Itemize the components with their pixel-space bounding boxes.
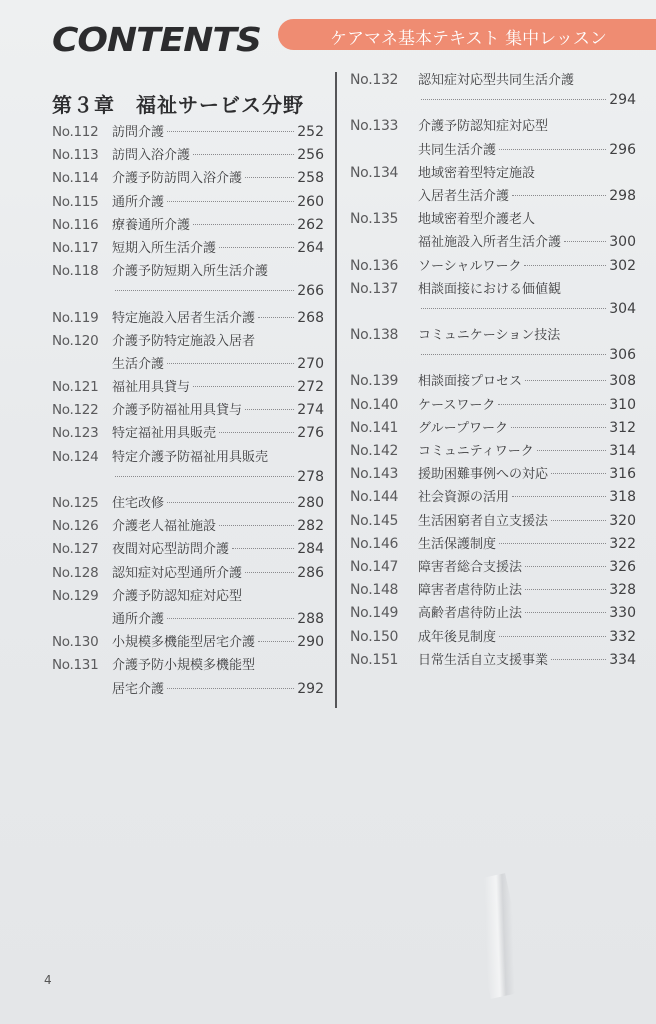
toc-entry — [350, 579, 636, 602]
toc-entry-line — [52, 191, 324, 214]
leader-dots — [115, 476, 294, 477]
entry-page: 314 — [609, 443, 636, 459]
toc-column-left — [52, 121, 324, 701]
entry-page: 270 — [297, 355, 324, 372]
toc-entry — [350, 162, 636, 208]
leader-dots — [167, 502, 294, 503]
entry-number: No.121 — [52, 379, 99, 396]
toc-entry — [52, 422, 324, 445]
entry-title: 介護予防認知症対応型 — [112, 588, 243, 604]
leader-dots — [511, 427, 606, 428]
entry-number: No.149 — [350, 605, 399, 622]
entry-title: 相談面接プロセス — [418, 374, 523, 390]
entry-title: 訪問介護 — [112, 125, 165, 140]
leader-dots — [167, 201, 294, 202]
entry-title: 療養通所介護 — [112, 217, 191, 233]
entry-title: 介護予防特定施設入居者 — [112, 333, 256, 349]
entry-title: 入居者生活介護 — [418, 188, 510, 204]
leader-dots — [219, 247, 294, 248]
toc-entry-line — [52, 678, 324, 701]
toc-entry — [52, 562, 324, 585]
entry-number: No.128 — [52, 564, 99, 581]
toc-entry — [52, 121, 324, 144]
leader-dots — [498, 404, 606, 405]
toc-entry-line — [350, 92, 636, 115]
entry-page: 332 — [609, 628, 636, 645]
series-banner-text: ケアマネ基本テキスト 集中レッスン — [330, 29, 607, 49]
entry-title: 高齢者虐待防止法 — [418, 606, 523, 622]
toc-entry-line — [350, 185, 636, 208]
entry-number: No.114 — [52, 170, 99, 187]
toc-entry-line — [52, 608, 324, 631]
toc-entry-line — [350, 231, 636, 254]
entry-number: No.146 — [350, 535, 399, 552]
toc-entry — [52, 330, 324, 376]
entry-title: 成年後見制度 — [418, 629, 497, 645]
entry-title: 障害者総合支援法 — [418, 559, 523, 575]
leader-dots — [512, 195, 606, 196]
leader-dots — [525, 589, 606, 590]
entry-title: 特定介護予防福祉用具販売 — [112, 449, 269, 465]
entry-title: 介護予防短期入所生活介護 — [112, 264, 269, 280]
toc-entry-line — [52, 585, 324, 608]
leader-dots — [245, 572, 294, 573]
toc-entry — [350, 602, 636, 625]
toc-entry — [52, 538, 324, 561]
toc-entry — [350, 556, 636, 579]
entry-title: 住宅改修 — [112, 496, 165, 511]
entry-number: No.145 — [350, 512, 399, 529]
toc-entry-line — [350, 440, 636, 463]
toc-entry-line — [52, 654, 324, 677]
entry-page: 284 — [297, 541, 324, 558]
entry-number: No.119 — [52, 309, 99, 326]
toc-entry — [52, 237, 324, 260]
leader-dots — [499, 543, 606, 544]
entry-number: No.143 — [350, 466, 399, 483]
toc-entry — [350, 69, 636, 115]
entry-page: 316 — [609, 466, 636, 483]
entry-title: 訪問入浴介護 — [112, 148, 191, 164]
toc-entry — [52, 307, 324, 330]
leader-dots — [551, 473, 606, 474]
toc-entry-line — [52, 515, 324, 538]
toc-entry — [350, 649, 636, 672]
entry-number: No.118 — [52, 263, 99, 280]
toc-entry — [350, 440, 636, 463]
toc-entry — [350, 510, 636, 533]
toc-entry — [350, 626, 636, 649]
entry-page: 292 — [297, 680, 324, 697]
toc-entry — [350, 208, 636, 254]
entry-number: No.141 — [350, 419, 399, 436]
entry-title: 地域密着型特定施設 — [418, 165, 536, 181]
entry-title: 生活困窮者自立支援法 — [418, 513, 549, 529]
leader-dots — [193, 224, 294, 225]
toc-entry — [52, 654, 324, 700]
entry-page: 320 — [609, 512, 636, 529]
entry-page: 274 — [297, 402, 324, 419]
leader-dots — [421, 308, 606, 309]
toc-entry — [350, 533, 636, 556]
entry-title: ケースワーク — [418, 397, 496, 413]
entry-number: No.113 — [52, 147, 99, 164]
entry-page: 278 — [297, 468, 324, 485]
toc-entry-line — [52, 330, 324, 353]
leader-dots — [524, 265, 606, 266]
entry-title: 通所介護 — [112, 194, 165, 210]
toc-entry — [350, 370, 636, 393]
entry-page: 294 — [609, 92, 636, 109]
toc-entry-line — [350, 394, 636, 417]
column-divider — [335, 72, 337, 708]
toc-entry-line — [350, 649, 636, 672]
entry-page: 326 — [609, 558, 636, 575]
entry-title: 介護予防小規模多機能型 — [112, 658, 256, 674]
leader-dots — [499, 149, 606, 150]
entry-number: No.150 — [350, 628, 399, 645]
toc-entry-line — [350, 139, 636, 162]
entry-page: 322 — [609, 535, 636, 552]
entry-page: 256 — [297, 147, 324, 164]
entry-number: No.125 — [52, 495, 99, 511]
entry-page: 262 — [297, 216, 324, 233]
leader-dots — [421, 99, 606, 100]
leader-dots — [537, 450, 607, 451]
entry-page: 266 — [297, 283, 324, 300]
toc-entry-line — [350, 347, 636, 370]
entry-number: No.135 — [350, 211, 399, 228]
toc-entry — [350, 417, 636, 440]
chapter-title: 第３章 福祉サービス分野 — [52, 93, 304, 117]
entry-number: No.117 — [52, 239, 99, 256]
entry-number: No.131 — [52, 657, 99, 674]
entry-page: 290 — [297, 634, 324, 651]
toc-entry-line — [52, 260, 324, 283]
leader-dots — [525, 566, 606, 567]
entry-page: 280 — [297, 495, 324, 511]
toc-entry — [350, 394, 636, 417]
toc-entry-line — [52, 446, 324, 469]
toc-entry-line — [350, 208, 636, 231]
toc-entry-line — [350, 417, 636, 440]
entry-title: 介護予防福祉用具貸与 — [112, 403, 243, 419]
toc-entry — [350, 486, 636, 509]
toc-entry-line — [52, 538, 324, 561]
entry-number: No.138 — [350, 327, 399, 344]
toc-entry-line — [350, 486, 636, 509]
leader-dots — [167, 363, 294, 364]
toc-entry-line — [52, 237, 324, 260]
entry-title: 居宅介護 — [112, 681, 165, 697]
toc-entry-line — [350, 602, 636, 625]
entry-number: No.127 — [52, 541, 99, 558]
entry-title: コミュニケーション技法 — [418, 328, 561, 344]
entry-number: No.144 — [350, 489, 399, 506]
entry-page: 272 — [297, 379, 324, 396]
toc-entry — [52, 492, 324, 515]
toc-entry — [52, 144, 324, 167]
toc-entry — [350, 115, 636, 161]
entry-title: グループワーク — [418, 420, 508, 436]
toc-entry-line — [350, 278, 636, 301]
leader-dots — [551, 520, 606, 521]
toc-entry — [52, 631, 324, 654]
toc-entry-line — [350, 255, 636, 278]
toc-entry-line — [350, 115, 636, 138]
entry-page: 298 — [609, 187, 636, 204]
entry-number: No.134 — [350, 164, 399, 181]
toc-entry-line — [350, 579, 636, 602]
leader-dots — [115, 290, 294, 291]
entry-title: 特定福祉用具販売 — [112, 426, 217, 442]
entry-title: 小規模多機能型居宅介護 — [112, 635, 256, 651]
entry-title: 短期入所生活介護 — [112, 240, 217, 256]
toc-entry-line — [350, 556, 636, 579]
entry-page: 264 — [297, 239, 324, 256]
toc-entry-line — [350, 324, 636, 347]
entry-number: No.147 — [350, 558, 399, 575]
toc-entry-line — [52, 492, 324, 515]
entry-number: No.130 — [52, 634, 99, 651]
toc-entry-line — [350, 69, 636, 92]
entry-title: 相談面接における価値観 — [418, 281, 562, 297]
entry-title: 生活介護 — [112, 356, 165, 372]
leader-dots — [525, 380, 606, 381]
leader-dots — [219, 525, 294, 526]
toc-entry-line — [52, 121, 324, 144]
toc-entry — [52, 446, 324, 492]
entry-number: No.136 — [350, 257, 399, 274]
entry-title: 認知症対応型共同生活介護 — [418, 73, 575, 88]
entry-title: 通所介護 — [112, 611, 165, 627]
entry-number: No.120 — [52, 332, 99, 349]
leader-dots — [258, 641, 294, 642]
toc-entry-line — [350, 463, 636, 486]
toc-column-right — [350, 69, 636, 672]
entry-title: 生活保護制度 — [418, 536, 497, 552]
entry-number: No.151 — [350, 651, 399, 668]
toc-entry-line — [350, 510, 636, 533]
toc-entry-line — [52, 469, 324, 492]
contents-heading: CONTENTS — [52, 21, 261, 60]
entry-page: 304 — [609, 300, 636, 317]
entry-number: No.115 — [52, 193, 99, 210]
entry-title: 夜間対応型訪問介護 — [112, 542, 230, 558]
entry-page: 288 — [297, 610, 324, 627]
entry-page: 268 — [297, 309, 324, 326]
toc-entry-line — [350, 626, 636, 649]
leader-dots — [245, 177, 294, 178]
toc-entry-line — [52, 562, 324, 585]
entry-number: No.124 — [52, 448, 99, 465]
toc-entry-line — [52, 422, 324, 445]
toc-entry — [52, 214, 324, 237]
leader-dots — [232, 548, 294, 549]
toc-entry — [52, 515, 324, 538]
leader-dots — [193, 154, 294, 155]
entry-page: 282 — [297, 518, 324, 535]
entry-page: 310 — [609, 396, 636, 413]
leader-dots — [193, 386, 294, 387]
leader-dots — [167, 688, 294, 689]
toc-entry-line — [52, 144, 324, 167]
entry-number: No.122 — [52, 402, 99, 419]
entry-page: 302 — [609, 257, 636, 274]
toc-entry-line — [350, 162, 636, 185]
entry-page: 258 — [297, 170, 324, 187]
entry-title: 共同生活介護 — [418, 142, 497, 158]
entry-number: No.140 — [350, 396, 399, 413]
entry-page: 334 — [609, 651, 636, 668]
toc-entry-line — [52, 283, 324, 306]
entry-title: 日常生活自立支援事業 — [418, 652, 549, 668]
toc-entry-line — [350, 301, 636, 324]
toc-entry — [52, 191, 324, 214]
entry-page: 296 — [609, 141, 636, 158]
leader-dots — [167, 131, 294, 132]
entry-title: 障害者虐待防止法 — [418, 583, 523, 599]
entry-title: 介護予防訪問入浴介護 — [112, 171, 243, 187]
entry-title: 介護予防認知症対応型 — [418, 119, 549, 135]
entry-title: コミュニティワーク — [418, 444, 534, 459]
entry-number: No.142 — [350, 443, 399, 459]
entry-page: 330 — [609, 605, 636, 622]
entry-title: 福祉施設入所者生活介護 — [418, 235, 562, 251]
toc-entry-line — [52, 399, 324, 422]
leader-dots — [258, 317, 294, 318]
series-banner — [278, 19, 656, 50]
entry-number: No.132 — [350, 72, 399, 88]
toc-entry-line — [52, 631, 324, 654]
entry-number: No.137 — [350, 280, 399, 297]
entry-title: 特定施設入居者生活介護 — [112, 310, 256, 326]
toc-entry-line — [52, 214, 324, 237]
leader-dots — [551, 659, 606, 660]
entry-title: 福祉用具貸与 — [112, 380, 191, 396]
entry-title: 社会資源の活用 — [418, 490, 510, 506]
toc-entry-line — [52, 307, 324, 330]
entry-page: 286 — [297, 564, 324, 581]
entry-page: 328 — [609, 582, 636, 599]
leader-dots — [564, 241, 606, 242]
leader-dots — [525, 612, 606, 613]
entry-number: No.129 — [52, 587, 99, 604]
entry-page: 312 — [609, 419, 636, 436]
leader-dots — [167, 618, 294, 619]
toc-entry — [52, 167, 324, 190]
entry-page: 252 — [297, 124, 324, 140]
entry-page: 308 — [609, 373, 636, 390]
entry-number: No.139 — [350, 373, 399, 390]
paper-crease — [466, 873, 530, 999]
entry-number: No.123 — [52, 425, 99, 442]
toc-entry — [350, 278, 636, 324]
entry-number: No.133 — [350, 118, 399, 135]
entry-title: 援助困難事例への対応 — [418, 467, 549, 483]
entry-title: 介護老人福祉施設 — [112, 519, 217, 535]
entry-page: 260 — [297, 193, 324, 210]
page-number: 4 — [44, 973, 52, 987]
toc-entry-line — [52, 167, 324, 190]
entry-number: No.112 — [52, 124, 99, 140]
toc-entry — [350, 255, 636, 278]
leader-dots — [512, 496, 606, 497]
toc-entry — [52, 399, 324, 422]
leader-dots — [219, 432, 294, 433]
entry-number: No.126 — [52, 518, 99, 535]
entry-title: 地域密着型介護老人 — [418, 212, 536, 228]
toc-entry-line — [350, 533, 636, 556]
toc-entry-line — [52, 376, 324, 399]
entry-number: No.116 — [52, 216, 99, 233]
entry-page: 306 — [609, 347, 636, 364]
leader-dots — [499, 636, 606, 637]
entry-page: 276 — [297, 425, 324, 442]
entry-page: 318 — [609, 489, 636, 506]
toc-entry — [350, 463, 636, 486]
entry-number: No.148 — [350, 582, 399, 599]
entry-title: ソーシャルワーク — [418, 258, 522, 274]
toc-entry — [350, 324, 636, 370]
entry-page: 300 — [609, 234, 636, 251]
toc-entry-line — [52, 353, 324, 376]
toc-entry — [52, 260, 324, 306]
leader-dots — [245, 409, 294, 410]
toc-entry — [52, 376, 324, 399]
leader-dots — [421, 354, 606, 355]
toc-entry-line — [350, 370, 636, 393]
entry-title: 認知症対応型通所介護 — [112, 565, 243, 581]
toc-entry — [52, 585, 324, 631]
